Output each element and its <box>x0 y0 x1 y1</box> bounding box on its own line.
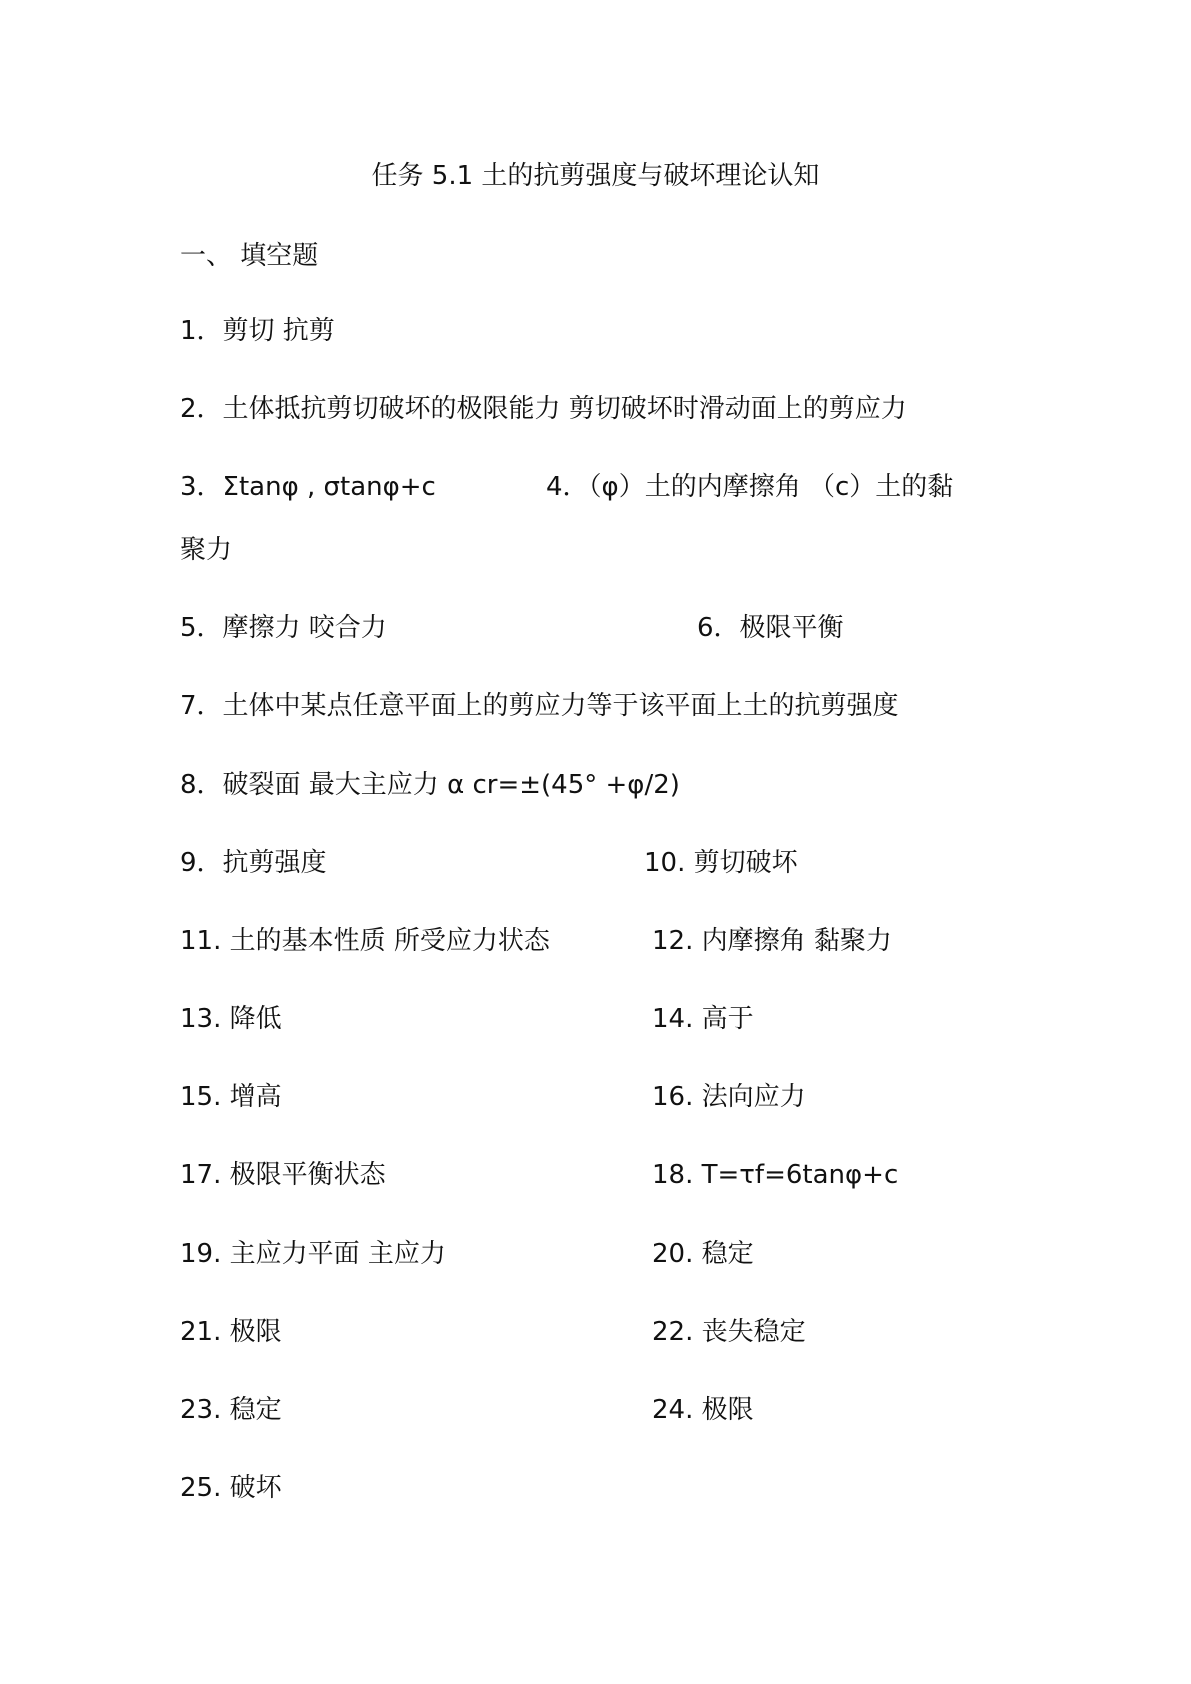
answer-18: 18. T=τf=6tanφ+c <box>652 1160 899 1190</box>
answer-12: 12. 内摩擦角 黏聚力 <box>652 926 892 956</box>
answer-10: 10. 剪切破坏 <box>644 848 798 878</box>
answer-19: 19. 主应力平面 主应力 <box>180 1239 446 1269</box>
answer-4-continuation: 聚力 <box>180 535 233 565</box>
answer-4: 4．（φ）土的内摩擦角 （c）土的黏 <box>546 472 954 502</box>
answer-9: 9．抗剪强度 <box>180 848 327 878</box>
answer-14: 14. 高于 <box>652 1004 754 1034</box>
answer-22: 22. 丧失稳定 <box>652 1317 806 1347</box>
answer-1: 1．剪切 抗剪 <box>180 316 335 346</box>
answer-24: 24. 极限 <box>652 1395 754 1425</box>
answer-13: 13. 降低 <box>180 1004 282 1034</box>
answer-25: 25. 破坏 <box>180 1473 282 1503</box>
answer-11: 11. 土的基本性质 所受应力状态 <box>180 926 550 956</box>
section-heading: 一、 填空题 <box>180 241 319 271</box>
answer-6: 6．极限平衡 <box>697 613 844 643</box>
answer-3: 3．Σtanφ , σtanφ+c <box>180 472 436 502</box>
answer-17: 17. 极限平衡状态 <box>180 1160 386 1190</box>
answer-23: 23. 稳定 <box>180 1395 282 1425</box>
answer-16: 16. 法向应力 <box>652 1082 806 1112</box>
answer-20: 20. 稳定 <box>652 1239 754 1269</box>
answer-8: 8．破裂面 最大主应力 α cr=±(45° +φ/2) <box>180 770 680 800</box>
answer-7: 7．土体中某点任意平面上的剪应力等于该平面上土的抗剪强度 <box>180 691 899 721</box>
answer-2: 2．土体抵抗剪切破坏的极限能力 剪切破坏时滑动面上的剪应力 <box>180 394 907 424</box>
answer-5: 5．摩擦力 咬合力 <box>180 613 387 643</box>
answer-21: 21. 极限 <box>180 1317 282 1347</box>
answer-15: 15. 增高 <box>180 1082 282 1112</box>
document-title: 任务 5.1 土的抗剪强度与破坏理论认知 <box>371 161 820 191</box>
